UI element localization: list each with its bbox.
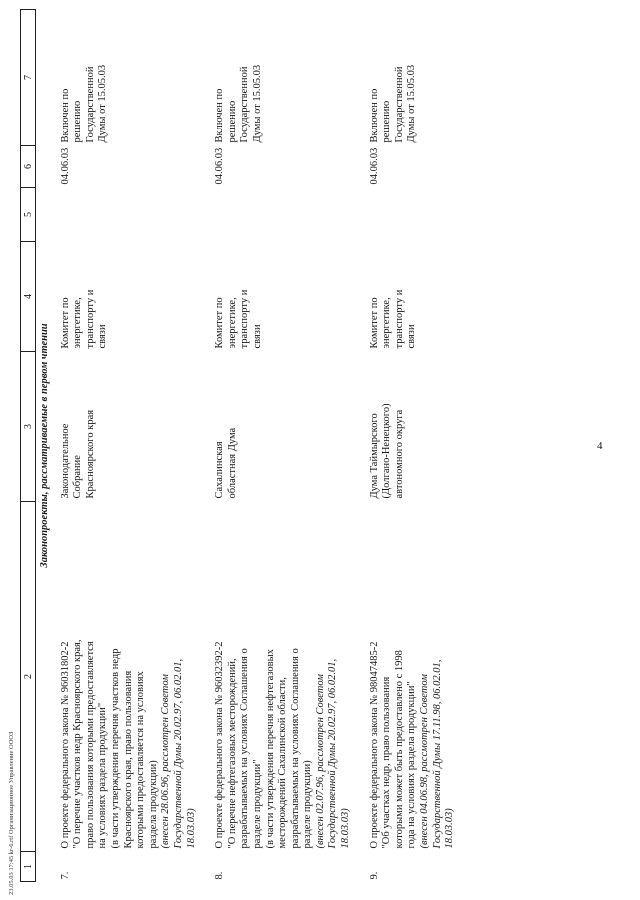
author-cell <box>212 352 367 502</box>
bill-title-line: "О перечне участков недр Красноярского края, <box>72 639 84 849</box>
column-number-row <box>21 10 36 882</box>
decision-line: Государственной <box>84 66 96 143</box>
bill-title-line: "Об участках недр, право пользования <box>381 676 393 849</box>
bill-note-line: 18.03.03) <box>444 808 456 849</box>
bill-title-cell <box>212 502 367 852</box>
bill-title-cell <box>367 502 471 852</box>
committee-line: связи <box>251 324 263 349</box>
bill-title-cell <box>58 502 213 852</box>
bill-title-line: которыми может быть предоставлено с 1998 <box>393 650 405 849</box>
document-footer: 23.05.03 17:45 kr-6.rtf Организационное Управление ОООЗ <box>8 731 15 895</box>
page-number: 4 <box>597 440 603 452</box>
column-number: 7 <box>21 10 36 146</box>
committee-line: транспорту и <box>239 289 251 349</box>
bill-title-line: (в части утверждения перечня нефтегазовых <box>264 649 276 849</box>
column-number: 2 <box>21 502 36 852</box>
column-number: 5 <box>21 188 36 242</box>
bill-title-line: О проекте федерального закона № 96032392-2 <box>214 641 226 849</box>
author-line: Законодательное <box>59 423 71 499</box>
document-sheet <box>20 10 614 882</box>
decision-line: решению <box>72 100 84 143</box>
column-5-cell <box>367 188 471 242</box>
committee-line: транспорту и <box>393 289 405 349</box>
column-number: 3 <box>21 352 36 502</box>
row-number: 9. <box>368 871 380 880</box>
bill-title-line: О проекте федерального закона № 96031802-2 <box>59 641 71 849</box>
bill-note-line: Государственной Думы 20.02.97, 06.02.01, <box>172 658 184 849</box>
decision-line: Государственной <box>393 66 405 143</box>
date-cell: 04.06.03 <box>368 147 380 185</box>
date-cell: 04.06.03 <box>214 147 226 185</box>
bills-table <box>20 9 471 882</box>
bill-note-line: Государственной Думы 20.02.97, 06.02.01, <box>327 658 339 849</box>
table-row <box>367 10 471 882</box>
column-number: 6 <box>21 146 36 188</box>
bill-title-line: месторождений Сахалинской области, <box>277 677 289 849</box>
author-line: Дума Таймырского <box>368 413 380 499</box>
column-number: 4 <box>21 242 36 352</box>
column-5-cell <box>212 188 367 242</box>
bill-title-line: разделе продукции" <box>251 759 263 849</box>
column-5-cell <box>58 188 213 242</box>
section-row <box>36 10 58 882</box>
bill-note-line: (внесен 02.07.96, рассмотрен Советом <box>314 674 326 849</box>
bill-title-line: разделе продукции) <box>302 760 314 849</box>
bill-title-line: на условиях раздела продукции" <box>97 702 109 849</box>
committee-line: Комитет по <box>59 297 71 349</box>
author-cell <box>58 352 213 502</box>
decision-line: решению <box>381 100 393 143</box>
decision-cell <box>58 10 213 146</box>
decision-line: решению <box>226 100 238 143</box>
section-title: Законопроекты, рассматриваемые в первом чтении <box>39 323 50 568</box>
decision-line: Думы от 15.05.03 <box>97 64 109 143</box>
committee-cell <box>58 242 213 352</box>
table-row <box>212 10 367 882</box>
committee-line: энергетике, <box>381 297 393 349</box>
bill-note-line: Государственной Думы 17.11.98, 06.02.01, <box>431 659 443 849</box>
committee-line: энергетике, <box>72 297 84 349</box>
bill-note-line: 18.03.03) <box>340 808 352 849</box>
date-cell: 04.06.03 <box>59 147 71 185</box>
bill-title-line: Красноярского края, право пользования <box>122 670 134 849</box>
author-cell <box>367 352 471 502</box>
author-line: Собрание <box>72 455 84 499</box>
decision-line: Включен по <box>214 88 226 143</box>
committee-line: связи <box>97 324 109 349</box>
decision-cell <box>212 10 367 146</box>
row-number: 7. <box>59 871 71 880</box>
author-line: Сахалинская <box>214 441 226 499</box>
committee-line: энергетике, <box>226 297 238 349</box>
row-number: 8. <box>214 871 226 880</box>
committee-cell <box>212 242 367 352</box>
committee-line: Комитет по <box>214 297 226 349</box>
bill-title-line: О проекте федерального закона № 98047485-2 <box>368 641 380 849</box>
bill-title-line: которыми предоставляется на условиях <box>135 671 147 849</box>
bill-title-line: разрабатываемых на условиях Соглашения о <box>239 648 251 849</box>
bill-note-line: 18.03.03) <box>185 808 197 849</box>
author-line: Красноярского края <box>84 409 96 499</box>
decision-line: Думы от 15.05.03 <box>406 64 418 143</box>
bill-title-line: разрабатываемых на условиях Соглашения о <box>289 648 301 849</box>
bill-note-line: (внесен 28.06.96, рассмотрен Советом <box>160 674 172 849</box>
author-line: автономного округа <box>393 409 405 499</box>
author-line: областная Дума <box>226 427 238 499</box>
committee-cell <box>367 242 471 352</box>
committee-line: транспорту и <box>84 289 96 349</box>
bill-title-line: (в части утверждения перечня участков недр <box>109 648 121 849</box>
bill-title-line: право пользования которыми предоставляется <box>84 641 96 849</box>
decision-line: Думы от 15.05.03 <box>251 64 263 143</box>
bill-title-line: "О перечне нефтегазовых месторождений, <box>226 658 238 849</box>
committee-line: Комитет по <box>368 297 380 349</box>
author-line: (Долгано-Ненецкого) <box>381 403 393 499</box>
bill-note-line: (внесен 04.06.98, рассмотрен Советом <box>419 674 431 849</box>
table-row <box>58 10 213 882</box>
bill-title-line: года на условиях раздела продукции" <box>406 681 418 849</box>
decision-line: Включен по <box>59 88 71 143</box>
bill-title-line: раздела продукции) <box>147 760 159 849</box>
committee-line: связи <box>406 324 418 349</box>
decision-cell <box>367 10 471 146</box>
decision-line: Включен по <box>368 88 380 143</box>
column-number: 1 <box>21 852 36 882</box>
decision-line: Государственной <box>239 66 251 143</box>
